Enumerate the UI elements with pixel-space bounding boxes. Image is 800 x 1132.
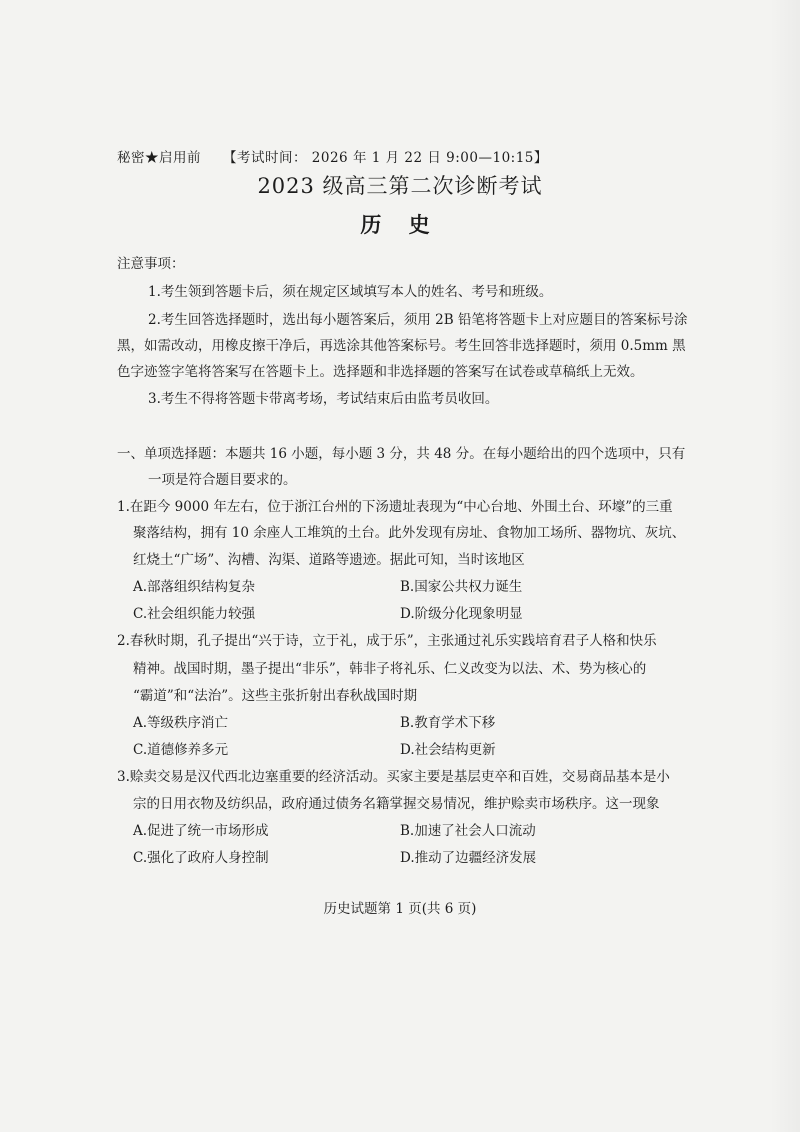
question-1-option-a: A.部落组织结构复杂 [133, 579, 256, 595]
question-2-option-c: C.道德修养多元 [133, 742, 229, 758]
page-footer: 历史试题第 1 页(共 6 页) [323, 901, 477, 917]
notice-item-2-line-3: 色字迹签字笔将答案写在答题卡上。选择题和非选择题的答案写在试卷或草稿纸上无效。 [117, 364, 644, 380]
question-3-line-2: 宗的日用衣物及纺织品，政府通过债务名籍掌握交易情况，维护赊卖市场秩序。这一现象 [133, 796, 660, 812]
question-1-line-2: 聚落结构，拥有 10 余座人工堆筑的土台。此外发现有房址、食物加工场所、器物坑、灰坑、 [133, 525, 686, 541]
notice-item-2-line-1: 2.考生回答选择题时，选出每小题答案后，须用 2B 铅笔将答题卡上对应题目的答案标号涂 [148, 312, 688, 328]
notice-item-2-line-2: 黑，如需改动，用橡皮擦干净后，再选涂其他答案标号。考生回答非选择题时，须用 0.5mm 黑 [117, 338, 686, 354]
notice-label: 注意事项： [117, 256, 185, 272]
notice-item-1: 1.考生领到答题卡后，须在规定区域填写本人的姓名、考号和班级。 [148, 284, 553, 300]
notice-item-3: 3.考生不得将答题卡带离考场，考试结束后由监考员收回。 [148, 391, 499, 407]
question-3-option-b: B.加速了社会人口流动 [400, 823, 536, 839]
question-3-option-c: C.强化了政府人身控制 [133, 850, 269, 866]
question-1-option-b: B.国家公共权力诞生 [400, 579, 523, 595]
secret-label: 秘密★启用前 [117, 150, 201, 166]
question-3-option-d: D.推动了边疆经济发展 [400, 850, 537, 866]
question-2-line-2: 精神。战国时期，墨子提出“非乐”，韩非子将礼乐、仁义改变为以法、术、势为核心的 [133, 661, 647, 677]
question-3-option-a: A.促进了统一市场形成 [133, 823, 269, 839]
question-1-option-c: C.社会组织能力较强 [133, 606, 256, 622]
question-3-line-1: 3.赊卖交易是汉代西北边塞重要的经济活动。买家主要是基层吏卒和百姓，交易商品基本是小 [117, 769, 670, 785]
question-2-option-a: A.等级秩序消亡 [133, 715, 229, 731]
scan-edge-shadow [770, 0, 800, 1132]
question-1-line-3: 红烧土“广场”、沟槽、沟渠、道路等遗迹。据此可知，当时该地区 [133, 552, 525, 568]
question-2-line-1: 2.春秋时期，孔子提出“兴于诗，立于礼，成于乐”，主张通过礼乐实践培育君子人格和快乐 [117, 633, 657, 649]
section-heading-line-1: 一、单项选择题：本题共 16 小题，每小题 3 分，共 48 分。在每小题给出的四个选项中，只有 [117, 446, 686, 462]
exam-title: 2023 级高三第二次诊断考试 [257, 174, 543, 198]
question-1-line-1: 1.在距今 9000 年左右，位于浙江台州的下汤遗址表现为“中心台地、外围土台、环壕”的三重 [117, 499, 673, 515]
question-2-line-3: “霸道”和“法治”。这些主张折射出春秋战国时期 [133, 688, 418, 704]
header-line [117, 146, 548, 166]
exam-subject: 历 史 [360, 212, 440, 237]
question-1-option-d: D.阶级分化现象明显 [400, 606, 523, 622]
section-heading-line-2: 一项是符合题目要求的。 [148, 472, 297, 488]
exam-time: 【考试时间： 2026 年 1 月 22 日 9:00—10:15】 [223, 150, 548, 166]
question-2-option-d: D.社会结构更新 [400, 742, 496, 758]
question-2-option-b: B.教育学术下移 [400, 715, 496, 731]
